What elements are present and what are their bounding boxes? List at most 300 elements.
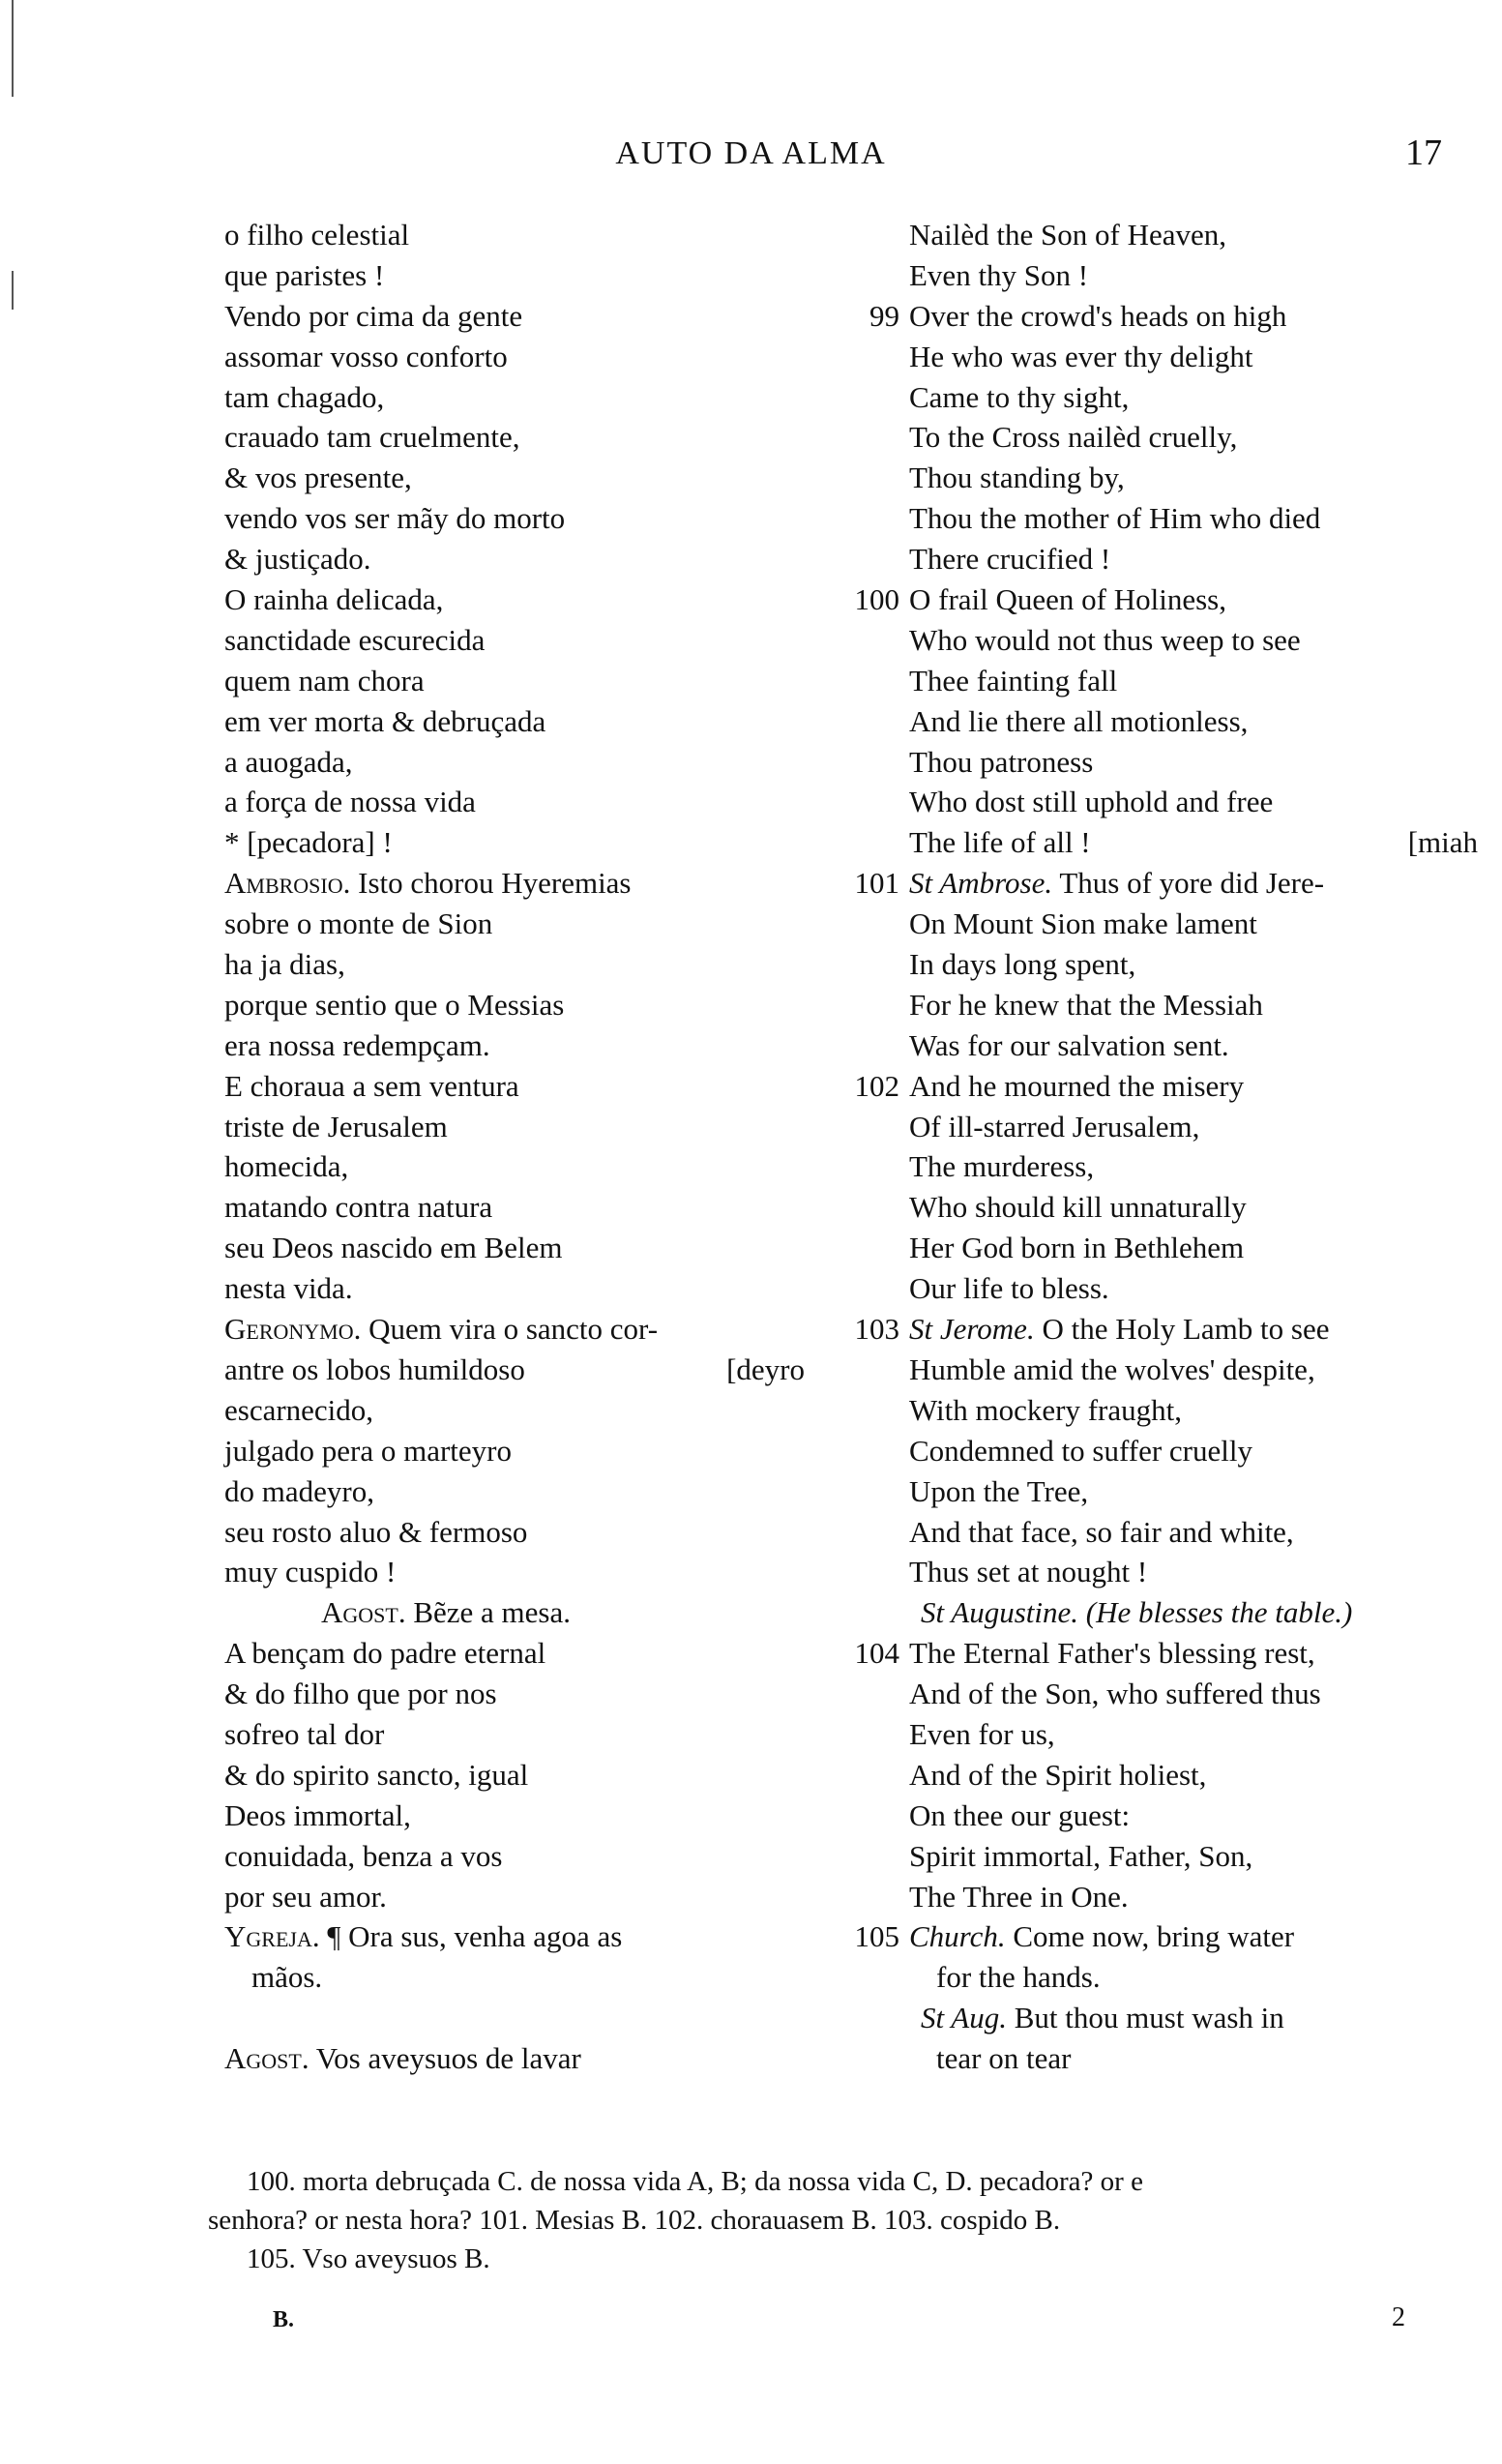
line-text [224, 501, 565, 535]
line-text [321, 1595, 571, 1629]
line-text [909, 1231, 1244, 1264]
line-text [224, 1515, 527, 1549]
line-text [936, 1960, 1101, 1994]
verse-line [839, 863, 1458, 904]
line-text [224, 947, 345, 981]
verse-line [839, 1187, 1458, 1228]
verse-line [224, 1552, 805, 1592]
speaker-name: St Jerome. [909, 1312, 1035, 1347]
line-content: Of ill-starred Jerusalem, [909, 1109, 1200, 1143]
verse-line [224, 1471, 805, 1512]
line-content: por seu amor. [224, 1879, 387, 1914]
line-text [909, 1798, 1130, 1832]
line-content: & do spirito sancto, igual [224, 1757, 529, 1792]
verse-line [224, 944, 805, 985]
line-content: (He blesses the table.) [1078, 1595, 1353, 1630]
line-text [909, 947, 1135, 981]
verse-line [224, 1714, 805, 1755]
line-content: & justiçado. [224, 542, 371, 577]
line-text [909, 1069, 1244, 1103]
line-content: o filho celestial [224, 218, 410, 252]
verse-line [224, 863, 805, 904]
line-content: era nossa redempçam. [224, 1027, 490, 1062]
verse-line [839, 1025, 1458, 1066]
line-content: Who dost still uphold and free [909, 785, 1274, 819]
verse-line [839, 1796, 1458, 1836]
verse-line [224, 1431, 805, 1471]
line-content: On Mount Sion make lament [909, 906, 1257, 941]
verse-line [839, 1146, 1458, 1187]
line-text [909, 1919, 1294, 1953]
line-text [909, 542, 1110, 576]
verse-line [839, 1633, 1458, 1674]
line-content: Condemned to suffer cruelly [909, 1433, 1252, 1468]
speaker-name: St Aug. [921, 2001, 1007, 2035]
verse-line [839, 2038, 1458, 2079]
verse-line [224, 255, 805, 296]
line-text [909, 1149, 1094, 1183]
verse-line [839, 1957, 1458, 1998]
line-text [224, 1312, 658, 1346]
verse-line [224, 1877, 805, 1917]
verse-line [224, 1592, 805, 1633]
sheet-number: 2 [1392, 2302, 1405, 2332]
line-text [909, 745, 1093, 779]
verse-line [224, 539, 805, 579]
verse-line [839, 822, 1478, 863]
line-text [909, 1352, 1315, 1386]
stanza-number: 104 [854, 1636, 899, 1671]
line-content: crauado tam cruelmente, [224, 420, 520, 455]
line-text [224, 1758, 528, 1792]
verse-line [224, 1107, 805, 1147]
line-content: Vos aveysuos de lavar [309, 2041, 581, 2076]
verse-line [224, 1998, 805, 2038]
stanza-number: 100 [854, 582, 899, 617]
verse-line [224, 985, 805, 1025]
line-text [224, 218, 409, 252]
verse-line [839, 1309, 1458, 1350]
line-content: Who should kill unnaturally [909, 1190, 1247, 1225]
line-text [909, 1717, 1055, 1751]
line-text [909, 1190, 1247, 1224]
line-content: a força de nossa vida [224, 785, 476, 819]
line-content: E choraua a sem ventura [224, 1068, 519, 1103]
line-content: Over the crowd's heads on high [909, 298, 1287, 333]
line-content: * [pecadora] ! [224, 825, 393, 860]
line-text [909, 340, 1253, 373]
line-content: Upon the Tree, [909, 1473, 1089, 1508]
line-content: Thee fainting fall [909, 663, 1118, 698]
verse-line [839, 1471, 1458, 1512]
runover-fragment: [deyro [726, 1351, 805, 1386]
line-content: Her God born in Bethlehem [909, 1231, 1245, 1265]
verse-line [224, 215, 805, 255]
verse-line [224, 701, 805, 742]
verse-line [839, 782, 1458, 822]
verse-line [224, 417, 805, 458]
line-content: Come now, bring water [1005, 1919, 1295, 1954]
line-content: escarnecido, [224, 1392, 374, 1427]
line-text [224, 623, 485, 657]
verse-line [224, 2038, 805, 2079]
verse-line [839, 1998, 1458, 2038]
verse-line [839, 1512, 1458, 1553]
line-text [224, 745, 353, 779]
line-content: The Eternal Father's blessing rest, [909, 1636, 1315, 1671]
verse-line [839, 1228, 1458, 1268]
line-text [909, 664, 1117, 698]
line-text [909, 1677, 1321, 1710]
line-text [224, 1636, 545, 1670]
verse-line [224, 742, 805, 783]
verse-line [224, 337, 805, 377]
line-text [224, 542, 371, 576]
verse-line [224, 782, 805, 822]
line-text [909, 1758, 1206, 1792]
verse-line [224, 1674, 805, 1714]
line-text [224, 1474, 374, 1508]
line-content: julgado pera o marteyro [224, 1433, 512, 1468]
line-text [909, 1434, 1252, 1468]
line-text [224, 1231, 563, 1264]
line-content: And he mourned the misery [909, 1068, 1245, 1103]
running-title: AUTO DA ALMA [615, 135, 887, 171]
line-content: ha ja dias, [224, 947, 345, 982]
line-content: vendo vos ser mãy do morto [224, 501, 566, 536]
verse-line [839, 904, 1458, 944]
line-text [224, 1110, 448, 1143]
line-text [224, 1190, 492, 1224]
verse-line [224, 1916, 805, 1957]
line-content: Spirit immortal, Father, Son, [909, 1838, 1253, 1873]
verse-line [839, 985, 1458, 1025]
verse-line [224, 579, 805, 620]
line-text [224, 2041, 581, 2075]
line-content: for the hands. [936, 1960, 1101, 1995]
runover-fragment: [miah [1407, 825, 1478, 860]
line-content: & vos presente, [224, 460, 412, 495]
line-text [909, 1312, 1329, 1346]
line-text [224, 1069, 519, 1103]
line-text [909, 785, 1273, 818]
verse-line [839, 1431, 1458, 1471]
verse-line [224, 458, 805, 498]
line-text [909, 1839, 1252, 1873]
line-text [909, 704, 1248, 738]
verse-line [224, 1309, 805, 1350]
verse-line [839, 1916, 1458, 1957]
verse-line [839, 579, 1458, 620]
stanza-number: 103 [854, 1312, 899, 1347]
line-text [909, 420, 1237, 454]
verse-line [224, 1187, 805, 1228]
line-content: antre os lobos humildoso [224, 1351, 525, 1386]
verse-line [224, 620, 805, 661]
verse-line [224, 1755, 805, 1796]
line-text [909, 1555, 1147, 1588]
line-content: The life of all ! [909, 825, 1091, 860]
verse-line [839, 296, 1458, 337]
line-text [251, 1960, 322, 1994]
line-text [224, 1839, 503, 1873]
line-content: Thou patroness [909, 744, 1094, 779]
line-text [909, 906, 1257, 940]
line-content: Deos immortal, [224, 1797, 411, 1832]
line-content: Thou the mother of Him who died [909, 501, 1321, 536]
line-content: O rainha delicada, [224, 582, 444, 617]
line-text [909, 1515, 1294, 1549]
stanza-number: 101 [854, 866, 899, 901]
line-text [909, 258, 1088, 292]
verse-line [839, 944, 1458, 985]
line-text [909, 1393, 1182, 1427]
verse-line [839, 1877, 1458, 1917]
verse-line [839, 1268, 1458, 1309]
line-text [224, 664, 425, 698]
line-text [224, 1028, 490, 1062]
line-text [909, 623, 1301, 657]
line-text [224, 1393, 373, 1427]
line-content: nesta vida. [224, 1271, 353, 1306]
line-content: Who would not thus weep to see [909, 622, 1301, 657]
stanza-number: 99 [869, 298, 899, 333]
scan-margin-line [12, 0, 14, 97]
line-content: But thou must wash in [1007, 2001, 1284, 2035]
line-text [224, 866, 632, 900]
line-text [909, 1028, 1229, 1062]
verse-line [839, 255, 1458, 296]
signature-mark: B. [273, 2307, 295, 2332]
line-content: triste de Jerusalem [224, 1109, 448, 1143]
line-content: sanctidade escurecida [224, 622, 486, 657]
line-text [224, 1880, 387, 1914]
line-text [909, 380, 1129, 414]
verse-line [839, 539, 1458, 579]
line-content: ¶ Ora sus, venha agoa as [319, 1919, 623, 1954]
line-text [224, 1555, 396, 1588]
line-text [921, 1595, 1352, 1629]
verse-line [839, 1350, 1458, 1390]
footnotes [208, 2162, 1465, 2278]
line-content: On thee our guest: [909, 1797, 1131, 1832]
speaker-name: Geronymo. [224, 1312, 362, 1347]
line-text [224, 785, 476, 818]
line-content: And of the Son, who suffered thus [909, 1677, 1321, 1711]
line-content: There crucified ! [909, 542, 1111, 577]
line-content: sobre o monte de Sion [224, 906, 493, 941]
line-content: The murderess, [909, 1149, 1095, 1184]
line-content: homecida, [224, 1149, 349, 1184]
line-content: seu rosto aluo & fermoso [224, 1514, 528, 1549]
translation-column [839, 215, 1478, 2079]
verse-line [839, 620, 1458, 661]
line-text [909, 299, 1286, 333]
verse-line [839, 1066, 1458, 1107]
line-content: Even thy Son ! [909, 257, 1089, 292]
line-content: And that face, so fair and white, [909, 1514, 1294, 1549]
line-text [224, 380, 384, 414]
line-content: assomar vosso conforto [224, 339, 508, 373]
verse-line [839, 1674, 1458, 1714]
verse-line [224, 1025, 805, 1066]
line-text [921, 2001, 1284, 2034]
line-text [224, 1677, 497, 1710]
verse-line [224, 1796, 805, 1836]
line-content: The Three in One. [909, 1879, 1129, 1914]
page-number: 17 [1405, 133, 1442, 173]
line-text [224, 420, 520, 454]
verse-line [839, 1755, 1458, 1796]
line-content: And lie there all motionless, [909, 703, 1249, 738]
line-content: a auogada, [224, 744, 353, 779]
line-content: Bẽze a mesa. [405, 1595, 572, 1630]
line-content: In days long spent, [909, 947, 1136, 982]
line-content: Vendo por cima da gente [224, 298, 523, 333]
stanza-number: 102 [854, 1068, 899, 1103]
verse-line [839, 337, 1458, 377]
line-content: O frail Queen of Holiness, [909, 582, 1226, 617]
speaker-name: Ygreja. [224, 1919, 320, 1954]
verse-line [224, 1633, 805, 1674]
line-text [224, 1271, 353, 1305]
line-content: Nailèd the Son of Heaven, [909, 218, 1226, 252]
line-content: Thou standing by, [909, 460, 1125, 495]
line-text [909, 1636, 1315, 1670]
line-content: He who was ever thy delight [909, 339, 1253, 373]
line-content: And of the Spirit holiest, [909, 1757, 1207, 1792]
line-content: Isto chorou Hyeremias [350, 866, 632, 901]
line-content: Quem vira o sancto cor- [361, 1312, 659, 1347]
line-text [224, 340, 508, 373]
line-content: For he knew that the Messiah [909, 987, 1263, 1022]
verse-line [224, 1836, 805, 1877]
line-text [224, 1350, 525, 1390]
line-text [909, 1271, 1109, 1305]
verse-line [839, 1714, 1458, 1755]
verse-line [224, 296, 805, 337]
line-content: A bençam do padre eternal [224, 1636, 546, 1671]
verse-line [839, 1836, 1458, 1877]
verse-line [224, 1957, 805, 1998]
line-content: do madeyro, [224, 1473, 374, 1508]
speaker-name: Church. [909, 1919, 1006, 1954]
verse-line [839, 377, 1458, 418]
line-text [936, 2041, 1071, 2075]
verse-line [224, 1350, 805, 1390]
scan-margin-line [12, 271, 14, 310]
line-content: mãos. [251, 1960, 323, 1995]
verse-line [224, 1066, 805, 1107]
verse-line [224, 661, 805, 701]
line-text [909, 866, 1324, 900]
line-text [224, 258, 384, 292]
line-text [909, 1110, 1199, 1143]
line-text [909, 822, 1091, 863]
verse-line [839, 1390, 1458, 1431]
verse-line [224, 377, 805, 418]
line-text [909, 218, 1226, 252]
line-text [224, 704, 545, 738]
verse-line [224, 1146, 805, 1187]
line-content: Came to thy sight, [909, 379, 1130, 414]
verse-line [839, 417, 1458, 458]
footnote-line: senhora? or nesta hora? 101. Mesias B. 102. chorauasem B. 103. cospido B. [208, 2205, 1061, 2236]
line-text [224, 1717, 384, 1751]
line-content: conuidada, benza a vos [224, 1838, 503, 1873]
speaker-name: Agost. [321, 1595, 406, 1630]
line-text [224, 582, 443, 616]
line-text [909, 582, 1226, 616]
verse-line [224, 1390, 805, 1431]
verse-line [839, 742, 1458, 783]
line-content: que paristes ! [224, 257, 385, 292]
line-content: quem nam chora [224, 663, 425, 698]
footnote-line: 105. Vso aveysuos B. [247, 2243, 490, 2274]
line-content: Was for our salvation sent. [909, 1027, 1229, 1062]
verse-line [839, 458, 1458, 498]
line-text [224, 1919, 622, 1953]
line-content: sofreo tal dor [224, 1716, 385, 1751]
verse-line [224, 498, 805, 539]
footnote-line: 100. morta debruçada C. de nossa vida A, B; da nossa vida C, D. pecadora? or e [247, 2166, 1143, 2197]
line-text [909, 460, 1125, 494]
line-text [224, 1798, 411, 1832]
verse-line [839, 661, 1458, 701]
line-text [909, 988, 1263, 1022]
verse-line [839, 215, 1458, 255]
line-content: tear on tear [936, 2041, 1072, 2076]
speaker-name: St Augustine. [921, 1595, 1079, 1630]
line-text [909, 1474, 1088, 1508]
original-text-column [224, 215, 805, 2079]
verse-line [839, 1107, 1458, 1147]
line-text [909, 501, 1320, 535]
line-text [224, 906, 492, 940]
line-text [224, 988, 564, 1022]
line-content: porque sentio que o Messias [224, 987, 565, 1022]
line-content: & do filho que por nos [224, 1677, 497, 1711]
line-content: Thus of yore did Jere- [1052, 866, 1325, 901]
verse-line [224, 822, 805, 863]
line-content: matando contra natura [224, 1190, 493, 1225]
line-content: Even for us, [909, 1716, 1055, 1751]
verse-line [224, 1268, 805, 1309]
speaker-name: Agost. [224, 2041, 309, 2076]
line-text [224, 1434, 512, 1468]
verse-line [224, 1512, 805, 1553]
line-content: em ver morta & debruçada [224, 703, 546, 738]
line-content: O the Holy Lamb to see [1034, 1312, 1330, 1347]
verse-line [839, 1592, 1458, 1633]
stanza-number: 105 [854, 1919, 899, 1954]
line-content: With mockery fraught, [909, 1392, 1182, 1427]
line-content: tam chagado, [224, 379, 385, 414]
line-text [224, 1149, 348, 1183]
line-content: Our life to bless. [909, 1271, 1109, 1306]
line-content: To the Cross nailèd cruelly, [909, 420, 1238, 455]
line-text [224, 299, 522, 333]
verse-line [224, 904, 805, 944]
line-content: Thus set at nought ! [909, 1555, 1148, 1589]
line-content: seu Deos nascido em Belem [224, 1231, 563, 1265]
speaker-name: St Ambrose. [909, 866, 1053, 901]
verse-line [839, 498, 1458, 539]
line-content: Humble amid the wolves' despite, [909, 1351, 1315, 1386]
verse-line [839, 1552, 1458, 1592]
line-content: muy cuspido ! [224, 1555, 397, 1589]
verse-line [224, 1228, 805, 1268]
